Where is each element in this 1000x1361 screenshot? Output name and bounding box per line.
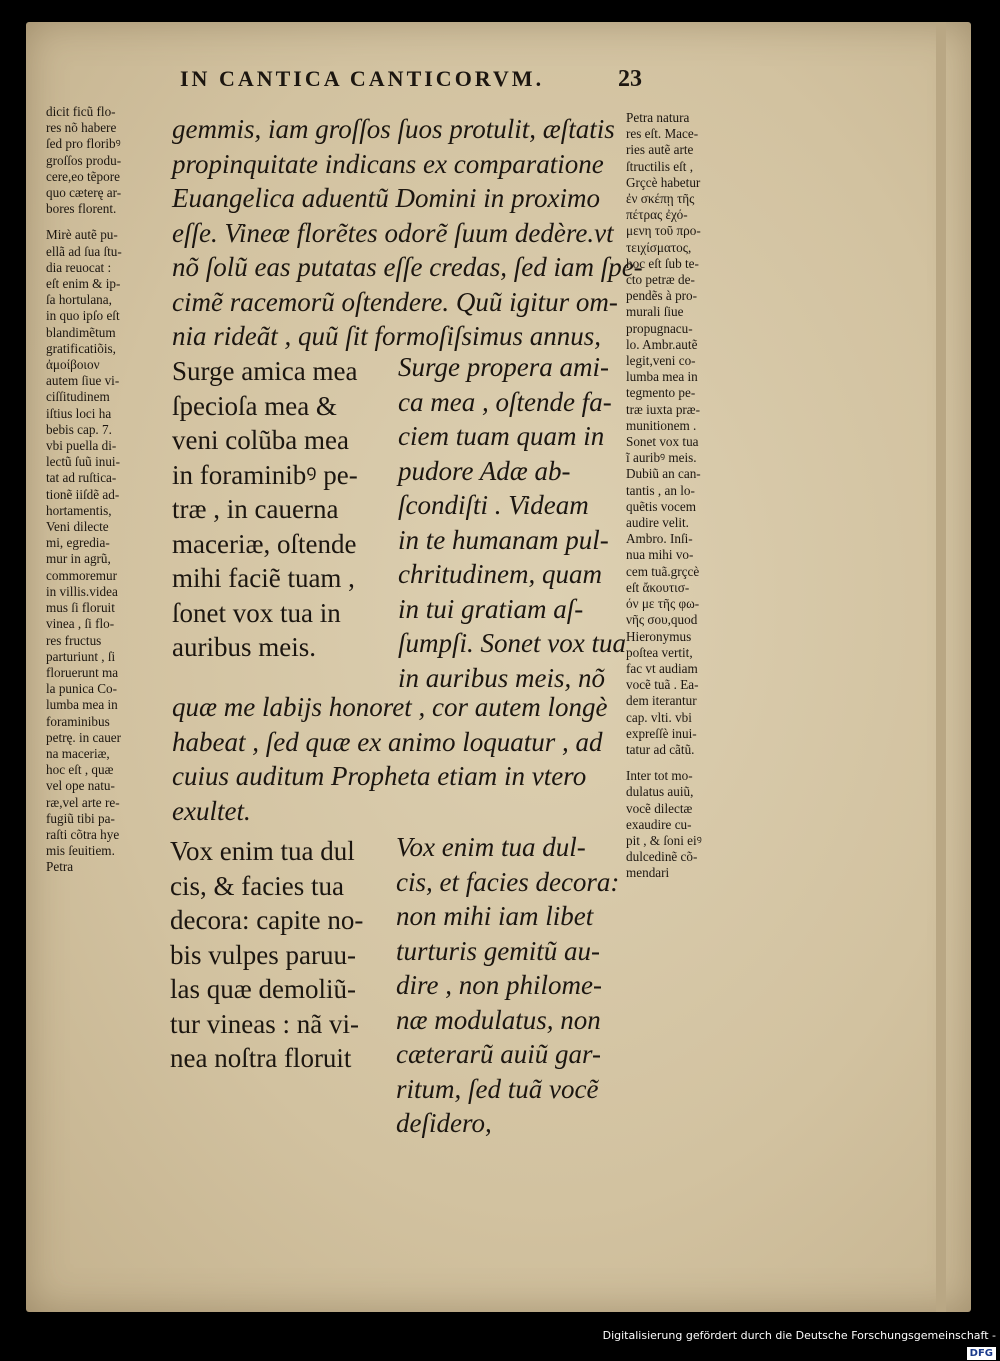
text-line: cis, et facies decora: xyxy=(396,866,620,897)
text-line: res fructus xyxy=(46,632,102,648)
text-line: propugnacu- xyxy=(626,320,693,336)
text-line: in auribus meis, nõ xyxy=(398,662,606,693)
text-line: mi, egredia- xyxy=(46,535,110,551)
text-line: foraminibus xyxy=(46,713,110,729)
text-line: dulatus auiũ, xyxy=(626,784,694,800)
text-line: auribus meis. xyxy=(172,632,316,662)
text-line: eſt enim & ip- xyxy=(46,276,121,292)
text-line: res eſt. Mace- xyxy=(626,126,699,142)
text-line: bebis cap. 7. xyxy=(46,421,112,437)
commentary-right-1 xyxy=(398,350,626,695)
text-line: hoc eſt ſub te- xyxy=(626,255,699,271)
text-line: Veni dilecte xyxy=(46,519,109,535)
text-line: quo cæterę ar- xyxy=(46,185,122,201)
text-line: na maceriæ, xyxy=(46,745,110,761)
text-line: floruerunt ma xyxy=(46,664,119,680)
text-line: petrę. in cauer xyxy=(46,729,122,745)
text-line: ſonet vox tua in xyxy=(172,597,341,628)
text-line: dem iterantur xyxy=(626,693,697,709)
text-line: decora: capite no- xyxy=(170,905,364,935)
left-margin-notes xyxy=(46,104,174,876)
text-line: ca mea , oſtende fa- xyxy=(398,386,612,417)
text-line xyxy=(626,758,756,768)
text-line: ritum, ſed tuã vocẽ xyxy=(396,1073,599,1104)
text-line: bis vulpes paruu- xyxy=(170,939,356,970)
text-line: in villis.videa xyxy=(46,583,118,599)
text-line: cem tuã.grçcè xyxy=(626,563,700,579)
text-line: ſpecioſa mea & xyxy=(172,390,337,421)
text-line: fac vt audiam xyxy=(626,660,698,676)
text-line: træ , in cauerna xyxy=(172,494,339,524)
text-line: quæ me labijs honoret , cor autem longè xyxy=(172,692,608,722)
text-line: munitionem . xyxy=(626,417,697,433)
text-line: tat ad ruſtica- xyxy=(46,470,117,486)
text-line: hortamentis, xyxy=(46,502,112,518)
text-line: Hieronymus xyxy=(626,628,692,644)
text-line: lumba mea in xyxy=(46,697,118,713)
dfg-logo: DFG xyxy=(967,1347,996,1360)
text-line: νῆς σου,quod xyxy=(626,612,698,628)
text-line: legit,veni co- xyxy=(626,353,696,369)
text-line: bores florent. xyxy=(46,201,117,217)
text-line: nea noſtra floruit xyxy=(170,1043,352,1073)
text-line: groſſos produ- xyxy=(46,152,122,168)
text-line: gratificatiõis, xyxy=(46,340,116,356)
text-line: tur vineas : nã vi- xyxy=(170,1008,359,1039)
text-line: Petra natura xyxy=(626,110,690,125)
text-line: habeat , ſed quæ ex animo loquatur , ad xyxy=(172,726,603,757)
verse-text-1 xyxy=(172,354,358,665)
text-line: dire , non philome- xyxy=(396,970,602,1000)
text-line: Ambro. Inſi- xyxy=(626,531,693,547)
text-line: Sonet vox tua xyxy=(626,434,699,450)
text-line: træ iuxta præ- xyxy=(626,401,700,417)
text-line: raſti cõtra hye xyxy=(46,826,120,842)
text-line: ἀμοίβοιον xyxy=(46,357,100,373)
text-line: chritudinem, quam xyxy=(398,559,602,589)
text-line: mendari xyxy=(626,865,670,881)
text-line: parturiunt , ſi xyxy=(46,648,116,664)
text-line: όν με τῆς φω- xyxy=(626,596,700,612)
text-line: ciem tuam quam in xyxy=(398,421,605,451)
text-line: Euangelica aduentũ Domini in proximo xyxy=(172,183,600,213)
commentary-top xyxy=(172,112,643,354)
text-line: lectũ ſuũ inui- xyxy=(46,454,120,470)
text-line: Dubiũ an can- xyxy=(626,466,701,482)
text-line: dia reuocat : xyxy=(46,259,112,275)
text-line: veni colũba mea xyxy=(172,425,349,455)
text-line: cto petræ de- xyxy=(626,272,695,288)
text-line: audire velit. xyxy=(626,515,689,531)
text-line: tatur ad cãtũ. xyxy=(626,741,695,757)
text-line: cimẽ racemorũ oſtendere. Quũ igitur om- xyxy=(172,286,618,317)
text-line: nia rideãt , quũ ſit formoſiſsimus annus, xyxy=(172,321,602,351)
text-line: hoc eſt , quæ xyxy=(46,762,114,778)
text-line: vinea , ſi flo- xyxy=(46,616,115,632)
text-line: ſa hortulana, xyxy=(46,292,112,308)
text-line: tionẽ iiſdẽ ad- xyxy=(46,486,120,502)
commentary-middle xyxy=(172,690,607,828)
text-line: cæterarũ auiũ gar- xyxy=(396,1039,601,1069)
text-line: in quo ipſo eſt xyxy=(46,308,120,324)
text-line: mur in agrũ, xyxy=(46,551,111,567)
page-edge xyxy=(936,22,946,1312)
text-line: lo. Ambr.autẽ xyxy=(626,336,698,352)
text-line: ſed pro floribꝰ xyxy=(46,136,121,152)
text-line: cere,eo tẽpore xyxy=(46,168,120,184)
text-line: tegmento pe- xyxy=(626,385,696,401)
text-line: exultet. xyxy=(172,795,251,826)
text-line: ſcondiſti . Videam xyxy=(398,490,589,520)
text-line: propinquitate indicans ex comparatione xyxy=(172,148,604,179)
text-line: blandimẽtum xyxy=(46,324,116,340)
text-line: in foraminibꝰ pe- xyxy=(172,459,358,490)
text-line: ciſſitudinem xyxy=(46,389,110,405)
text-line: mis ſeuitiem. xyxy=(46,843,115,859)
text-line: in te humanam pul- xyxy=(398,524,609,555)
right-margin-notes xyxy=(626,110,756,882)
text-line: cuius auditum Propheta etiam in vtero xyxy=(172,761,587,791)
text-line: ἐν σκέπῃ τῆς xyxy=(626,191,695,207)
text-line: tantis , an lo- xyxy=(626,482,695,498)
text-line: vocẽ tuã . Ea- xyxy=(626,677,699,693)
text-line: Vox enim tua dul xyxy=(170,836,355,866)
text-line: næ modulatus, non xyxy=(396,1004,601,1035)
text-line: ræ,vel arte re- xyxy=(46,794,120,810)
text-line: gemmis, iam groſſos ſuos protulit, æſtatis xyxy=(172,114,615,144)
text-line: ſtructilis eſt , xyxy=(626,158,694,174)
text-line: lumba mea in xyxy=(626,369,698,385)
text-line: Vox enim tua dul- xyxy=(396,832,586,862)
text-line: mihi faciẽ tuam , xyxy=(172,563,355,593)
text-line: Petra xyxy=(46,859,74,875)
text-line: autem ſiue vi- xyxy=(46,373,120,389)
page-number: 23 xyxy=(618,66,642,92)
text-line: expreſſè inui- xyxy=(626,725,697,741)
text-line: πέτρας ἐχό- xyxy=(626,207,688,223)
text-line: dulcedinẽ cõ- xyxy=(626,849,698,865)
text-line: fugiũ tibi pa- xyxy=(46,810,115,826)
text-line: iſtius loci ha xyxy=(46,405,112,421)
text-line: dicit ficũ flo- xyxy=(46,104,116,119)
text-line: ries autẽ arte xyxy=(626,142,694,158)
commentary-right-2 xyxy=(396,830,619,1141)
text-line: maceriæ, oſtende xyxy=(172,528,357,559)
text-line: cap. vlti. vbi xyxy=(626,709,692,725)
text-line: ellã ad ſua ſtu- xyxy=(46,243,122,259)
text-line: turturis gemitũ au- xyxy=(396,935,601,966)
text-line: pendẽs à pro- xyxy=(626,288,698,304)
text-line: non mihi iam libet xyxy=(396,901,594,931)
text-line: Surge amica mea xyxy=(172,356,358,386)
text-line: pit , & ſoni eiꝰ xyxy=(626,832,702,848)
text-line: ſumpſi. Sonet vox tua xyxy=(398,628,626,658)
text-line: commoremur xyxy=(46,567,118,583)
text-line xyxy=(46,217,174,227)
text-line: nõ ſolũ eas putatas eſſe credas, ſed iam ſpe- xyxy=(172,252,643,282)
text-line: Mirè autẽ pu- xyxy=(46,227,118,243)
text-line: mus ſi floruit xyxy=(46,600,115,616)
text-line: ĩ auribꝰ meis. xyxy=(626,450,697,466)
text-line: Grçcè habetur xyxy=(626,174,701,190)
verse-text-2 xyxy=(170,834,363,1076)
text-line: deſidero, xyxy=(396,1108,492,1138)
text-line: vocẽ dilectæ xyxy=(626,800,693,816)
text-line: res nõ habere xyxy=(46,120,117,136)
text-line: las quæ demoliũ- xyxy=(170,974,356,1004)
text-line: μενη τοῦ προ- xyxy=(626,223,701,239)
text-line: la punica Co- xyxy=(46,681,118,697)
text-line: pudore Adæ ab- xyxy=(398,455,571,486)
text-line: vel ope natu- xyxy=(46,778,115,794)
text-line: eſſe. Vineæ florẽtes odorẽ ſuum dedère.vt xyxy=(172,217,614,248)
digitization-credit xyxy=(600,1327,1000,1359)
text-line: poſtea vertit, xyxy=(626,644,693,660)
text-line: vbi puella di- xyxy=(46,438,117,454)
text-line: murali ſiue xyxy=(626,304,684,320)
text-line: τειχίσματος, xyxy=(626,239,692,255)
text-line: cis, & facies tua xyxy=(170,870,344,901)
text-line: eſt ἄκουτισ- xyxy=(626,579,690,595)
text-line: Inter tot mo- xyxy=(626,768,693,784)
text-line: exaudire cu- xyxy=(626,816,692,832)
text-line: in tui gratiam aſ- xyxy=(398,593,584,624)
credit-text: Digitalisierung gefördert durch die Deutsche Forschungsgemeinschaft - xyxy=(602,1329,996,1342)
text-line: Surge propera ami- xyxy=(398,352,609,382)
text-line: nua mihi vo- xyxy=(626,547,694,563)
running-title: IN CANTICA CANTICORVM. xyxy=(180,66,545,91)
text-line: quẽtis vocem xyxy=(626,498,696,514)
